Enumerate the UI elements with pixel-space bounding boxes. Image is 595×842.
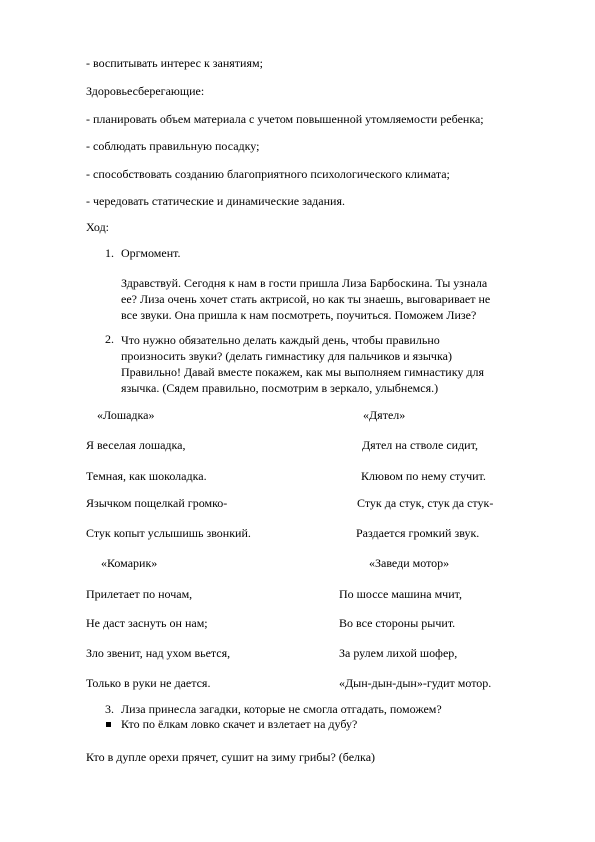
poem-mosquito-line: Зло звенит, над ухом вьется, [86,646,231,660]
poem-motor-line: Во все стороны рычит. [339,616,456,630]
greeting-paragraph [121,275,490,323]
poem-title-woodpecker: «Дятел» [363,408,406,422]
step-1-number: 1. [105,246,114,260]
health-line-posture: - соблюдать правильную посадку; [86,139,260,153]
poem-title-mosquito: «Комарик» [101,556,158,570]
riddle-line: Кто в дупле орехи прячет, сушит на зиму грибы? (белка) [86,750,376,764]
poem-motor-line: За рулем лихой шофер, [339,646,458,660]
poem-mosquito-line: Не даст заснуть он нам; [86,616,208,630]
poem-woodpecker-line: Дятел на стволе сидит, [362,438,478,452]
course-heading: Ход: [86,220,110,234]
step-2-line: язычка. (Сядем правильно, посмотрим в зеркало, улыбнемся.) [121,381,439,395]
step-3-number: 3. [105,702,114,716]
step-3-text: Лиза принесла загадки, которые не смогла отгадать, поможем? [121,702,442,716]
poem-mosquito-line: Прилетает по ночам, [86,587,193,601]
step-2-paragraph [121,332,484,396]
poem-motor-line: «Дын-дын-дын»-гудит мотор. [339,676,492,690]
poem-title-motor: «Заведи мотор» [369,556,450,570]
step-1-text: Оргмомент. [121,246,181,260]
poem-horse-line: Язычком пощелкай громко- [86,496,228,510]
health-line-climate: - способствовать созданию благоприятного психологического климата; [86,167,450,181]
greeting-line: Здравствуй. Сегодня к нам в гости пришла Лиза Барбоскина. Ты узнала [121,276,488,290]
step-2-line: произносить звуки? (делать гимнастику для пальчиков и язычка) [121,349,452,363]
riddle-bullet-text: Кто по ёлкам ловко скачет и взлетает на дубу? [121,717,358,731]
health-heading: Здоровьесберегающие: [86,84,205,98]
step-2-number: 2. [105,332,114,346]
goal-line-interest: - воспитывать интерес к занятиям; [86,56,263,70]
poem-mosquito-line: Только в руки не дается. [86,676,211,690]
square-bullet-icon [106,722,111,727]
poem-woodpecker-line: Стук да стук, стук да стук- [357,496,494,510]
poem-woodpecker-line: Раздается громкий звук. [356,526,480,540]
health-line-volume: - планировать объем материала с учетом повышенной утомляемости ребенка; [86,112,484,126]
poem-title-horse: «Лошадка» [97,408,155,422]
step-2-line: Что нужно обязательно делать каждый день, чтобы правильно [121,333,440,347]
step-2-line: Правильно! Давай вместе покажем, как мы выполняем гимнастику для [121,365,485,379]
greeting-line: ее? Лиза очень хочет стать актрисой, но как ты знаешь, выговаривает не [121,292,491,306]
poem-horse-line: Темная, как шоколадка. [86,469,207,483]
health-line-alternate: - чередовать статические и динамические задания. [86,194,345,208]
poem-motor-line: По шоссе машина мчит, [339,587,462,601]
poem-horse-line: Стук копыт услышишь звонкий. [86,526,251,540]
poem-horse-line: Я веселая лошадка, [86,438,186,452]
greeting-line: все звуки. Она пришла к нам посмотреть, поучиться. Поможем Лизе? [121,308,477,322]
poem-woodpecker-line: Клювом по нему стучит. [361,469,486,483]
